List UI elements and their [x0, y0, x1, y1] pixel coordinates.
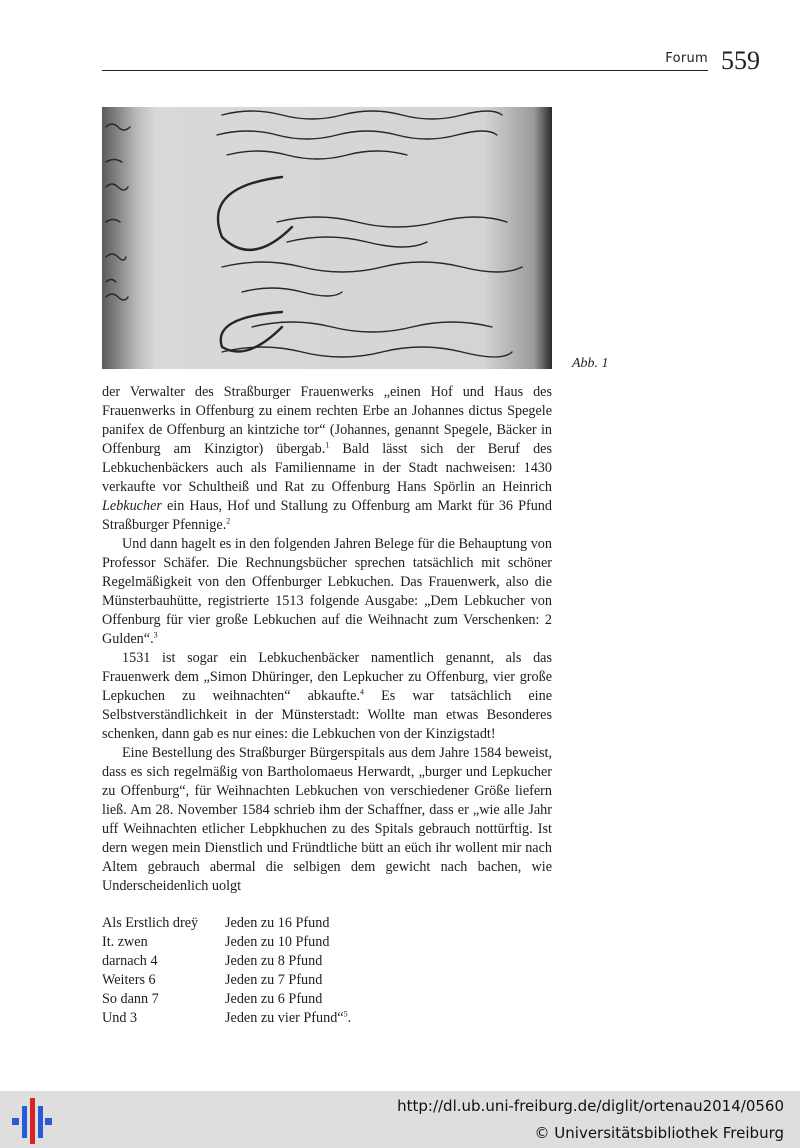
- page-number: 559: [721, 46, 760, 75]
- list-item: It. zwen Jeden zu 10 Pfund: [102, 934, 330, 950]
- footnote-ref: 2: [226, 516, 231, 526]
- paragraph: 1531 ist sogar ein Lebkuchenbäcker namentlich genannt, als das Frauenwerk dem „Simon Dhüringer, den Lepkucher zu Offenburg, vier große Lepkuchen zu weihnachten“ abkaufte.$^4$ Es war tatsächlich eine Selbstverständlichkeit in der Münsterstadt: Wollte man etwas Besonderes schenken, dann gab es nur eines: die Lebkuchen von der Kinzigstadt!: [102, 650, 553, 742]
- running-header: Forum: [665, 51, 708, 66]
- manuscript-drawing: [102, 107, 552, 369]
- paragraph: Eine Bestellung des Straßburger Bürgerspitals aus dem Jahre 1584 beweist, dass es sich regelmäßig von Bartholomaeus Herwardt, „burger und Lepkucher zu Offenburg“, für Weihnachten Lebkuchen von verschiedener Größe liefern ließ. Am 28. November 1584 schrieb ihm der Schaffner, dass er „wie alle Jahr uff Weihnachten etlicher Lebpkhuchen zu des Spitals gebrauch nottürftig. Ist dern wegen mein Dienstlich und Fründtliche bütt an eüch ihr wollent mir nach Altem gebrauch abermal die selbigen dem gewicht nach bachen, wie Underscheidenlich uolgt: [102, 745, 552, 894]
- footnote-ref: 5: [343, 1009, 348, 1019]
- list-item: darnach 4 Jeden zu 8 Pfund: [102, 953, 323, 969]
- body-text: [102, 383, 552, 896]
- emphasis: Lebkucher: [102, 498, 162, 514]
- footnote-ref: 3: [153, 630, 158, 640]
- paragraph: Und dann hagelt es in den folgenden Jahren Belege für die Behauptung von Professor Schäfer. Die Rechnungsbücher sprechen tatsächlich mit schöner Regelmäßigkeit von den Offenburger Lebkuchen. Das Frauenwerk, also die Münsterbauhütte, registrierte 1513 folgende Ausgabe: „Dem Lebkucher von Offenburg für vier große Lebkuchen auf die Weihnacht zum Verschenken: 2 Gulden“.$^3$: [102, 536, 552, 647]
- source-url-link[interactable]: http://dl.ub.uni-freiburg.de/diglit/ortenau2014/0560: [397, 1097, 784, 1115]
- footnote-ref: 4: [360, 687, 364, 697]
- order-list: [102, 914, 351, 1028]
- figure-caption: Abb. 1: [572, 356, 609, 371]
- manuscript-image: [102, 107, 552, 369]
- list-item: Weiters 6 Jeden zu 7 Pfund: [102, 972, 323, 988]
- copyright-text: © Universitätsbibliothek Freiburg: [534, 1124, 784, 1142]
- header-rule: [102, 70, 708, 71]
- paragraph: der Verwalter des Straßburger Frauenwerks „einen Hof und Haus des Frauenwerks in Offenburg zu einem rechten Erbe an Johannes dictus Spegele panifex de Offenburg an kintziche tor“ (Johannes, genannt Spegele, Bäcker in Offenburg am Kinzigtor) übergab.$^1$ Bald lässt sich der Beruf des Lebkuchenbäckers auch als Familienname in der Stadt nachweisen: 1430 verkaufte vor Schultheiß und Rat zu Offenburg Hans Spörlin an Heinrich Lebkucher ein Haus, Hof und Stallung zu Offenburg am Markt für 36 Pfund Straßburger Pfennige.$^2$: [102, 384, 552, 533]
- list-item: Als Erstlich dreÿ Jeden zu 16 Pfund: [102, 915, 330, 931]
- footnote-ref: 1: [325, 440, 330, 450]
- list-item: Und 3 Jeden zu vier Pfund“$^5$.: [102, 1009, 352, 1026]
- library-logo-icon: [12, 1098, 52, 1144]
- list-item: So dann 7 Jeden zu 6 Pfund: [102, 991, 323, 1007]
